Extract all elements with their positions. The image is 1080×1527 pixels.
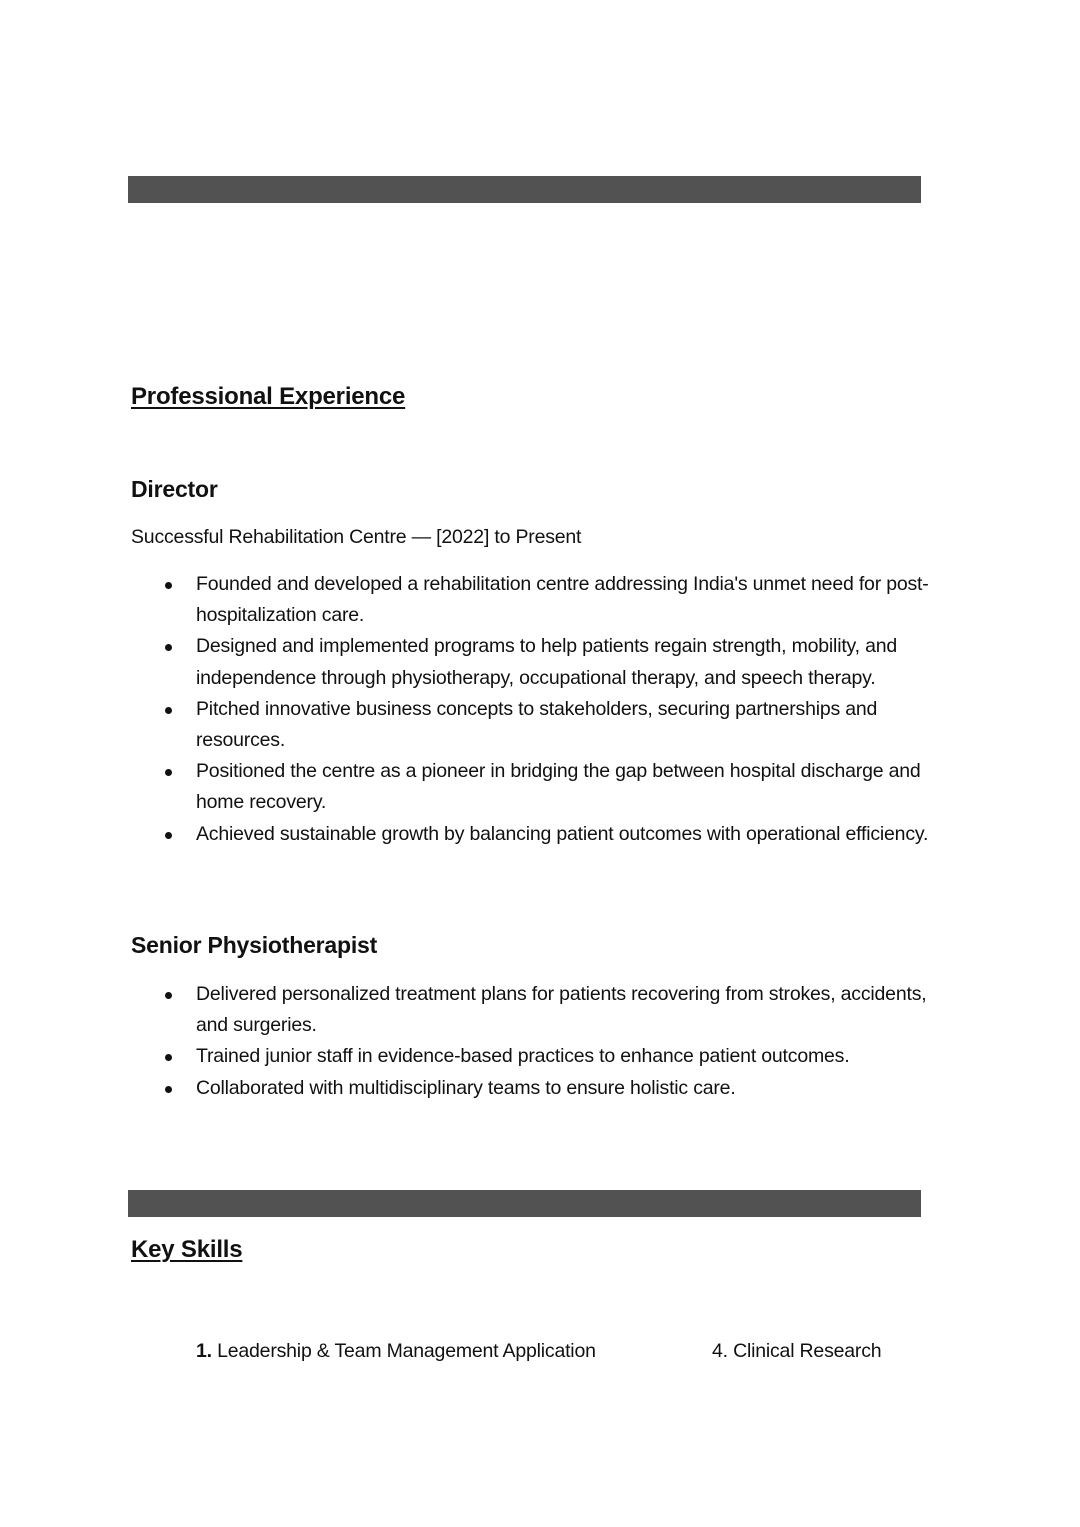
bullet-text: Collaborated with multidisciplinary teams to ensure holistic care.	[196, 1076, 736, 1099]
bullet-text: Trained junior staff in evidence-based practices to enhance patient outcomes.	[196, 1045, 850, 1068]
list-item	[0, 1041, 930, 1072]
bullet-icon	[165, 832, 172, 839]
job-title-director: Director	[131, 476, 218, 502]
skill-item: 4. Clinical Research	[712, 1340, 882, 1362]
section-title-key-skills: Key Skills	[131, 1236, 243, 1263]
section-divider-bar	[128, 176, 921, 203]
list-item	[0, 1073, 930, 1104]
list-item	[0, 979, 930, 1041]
bullet-icon	[165, 582, 172, 589]
bullet-text: Designed and implemented programs to help patients regain strength, mobility, and independence through physiotherapy, occupational therapy, and speech therapy.	[196, 635, 898, 689]
bullet-icon	[165, 707, 172, 714]
job-title-senior-physiotherapist: Senior Physiotherapist	[131, 932, 378, 958]
bullet-icon	[165, 1054, 172, 1061]
list-item	[0, 694, 930, 756]
section-title-professional-experience: Professional Experience	[131, 383, 406, 410]
bullet-icon	[165, 769, 172, 776]
skill-item	[196, 1336, 616, 1367]
company-line: Successful Rehabilitation Centre — [2022] to Present	[131, 526, 582, 548]
section-divider-bar	[128, 1190, 921, 1217]
bullet-icon	[165, 992, 172, 999]
skill-text: Leadership & Team Management Application	[211, 1340, 596, 1362]
bullet-icon	[165, 1086, 172, 1093]
bullet-text: Achieved sustainable growth by balancing patient outcomes with operational efficiency.	[196, 822, 929, 845]
director-bullet-list	[0, 569, 930, 850]
bullet-text: Positioned the centre as a pioneer in bridging the gap between hospital discharge and home recovery.	[196, 760, 921, 814]
list-item	[0, 819, 930, 850]
skill-number: 1.	[196, 1340, 212, 1362]
list-item	[0, 631, 930, 693]
bullet-text: Founded and developed a rehabilitation centre addressing India's unmet need for post-hospitalization care.	[196, 573, 929, 627]
bullet-icon	[165, 644, 172, 651]
bullet-text: Delivered personalized treatment plans for patients recovering from strokes, accidents, and surgeries.	[196, 983, 927, 1037]
bullet-text: Pitched innovative business concepts to stakeholders, securing partnerships and resources.	[196, 697, 878, 752]
list-item	[0, 569, 930, 631]
physiotherapist-bullet-list	[0, 979, 930, 1104]
list-item	[0, 756, 930, 818]
